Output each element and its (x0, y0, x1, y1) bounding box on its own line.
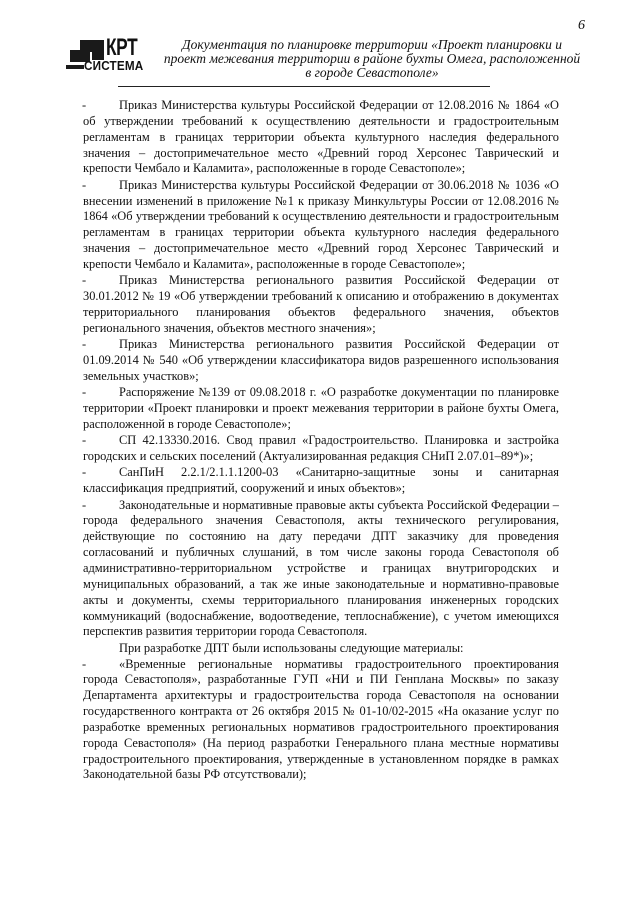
list-dash: - (82, 273, 87, 288)
list-item-text: «Временные региональные нормативы градостроительного проектирования города Севастополя», разработанные ГУП «НИ и ПИ Генплана Москвы» по заказу Департамента архитектуры и градостроительства города Севастополя на основании государственного контракта от 26 октября 2015 № 01-10/02-2015 «На оказание услуг по разработке временных региональных нормативов градостроительного проектирования города Севастополя» (На период разработки Генерального плана местные нормативы градостроительного проектирования, утвержденные в установленном порядке в рамках Законодательной базы РФ отсутствовали); (83, 656, 559, 782)
list-item-text: Приказ Министерства регионального развития Российской Федерации от 30.01.2012 № 19 «Об утверждении требований к описанию и отображению в документах территориального планирования объектов федерального значения, объектов регионального значения, объектов местного значения»; (83, 273, 559, 335)
list-dash: - (82, 177, 87, 192)
list-dash: - (82, 465, 87, 480)
document-body (83, 98, 559, 784)
document-title: Документация по планировке территории «Проект планировки и проект межевания территории в районе бухты Омега, расположенной в городе Севастополе» (163, 37, 581, 80)
list-dash: - (82, 98, 87, 112)
list-item (83, 465, 559, 497)
list-item-text: Законодательные и нормативные правовые акты субъекта Российской Федерации – города федерального значения Севастополя, акты технического регулирования, действующие по состоянию на дату передачи ДПТ заказчику для проведения согласований и публичных слушаний, в том числе законы города Севастополя об административно-территориальном устройстве и границах внутригородских и муниципальных образований, а так же иные законодательные и нормативно-правовые акты и документы, схемы территориального планирования инженерных городских коммуникаций (водоснабжение, водоотведение, теплоснабжение), с учетом имеющихся перспектив развития территории города Севастополя. (83, 497, 559, 639)
materials-intro: При разработке ДПТ были использованы следующие материалы: (119, 640, 464, 655)
list-dash: - (82, 497, 87, 512)
list-item (83, 498, 559, 641)
list-item (83, 433, 559, 465)
list-item (83, 337, 559, 385)
list-item (83, 98, 559, 177)
list-dash: - (82, 337, 87, 352)
page-number: 6 (578, 18, 585, 33)
list-item-text: СанПиН 2.2.1/2.1.1.1200-03 «Санитарно-защитные зоны и санитарная классификация предприятий, сооружений и иных объектов»; (83, 465, 559, 496)
logo-text-bottom: СИСТЕМА (84, 58, 144, 73)
logo-text-top: КРТ (106, 34, 138, 61)
list-item (83, 385, 559, 433)
list-item-text: Приказ Министерства регионального развития Российской Федерации от 01.09.2014 № 540 «Об утверждении классификатора видов разрешенного использования земельных участков»; (83, 337, 559, 383)
list-item-text: СП 42.13330.2016. Свод правил «Градостроительство. Планировка и застройка городских и сельских поселений (Актуализированная редакция СНиП 2.07.01–89*)»; (83, 433, 559, 464)
list-item (83, 657, 559, 784)
list-dash: - (82, 433, 87, 448)
list-item (83, 273, 559, 336)
list-item-text: Приказ Министерства культуры Российской Федерации от 30.06.2018 № 1036 «О внесении изменений в приложение №1 к приказу Минкультуры России от 12.08.2016 № 1864 «Об утверждении требований к осуществлению деятельности и градостроительным регламентам в границах территории объекта культурного наследия федерального значения – достопримечательное место «Древний город Херсонес Таврический и крепости Чембало и Каламита», расположенные в городе Севастополе»; (83, 177, 559, 271)
list-item-text: Распоряжение №139 от 09.08.2018 г. «О разработке документации по планировке территории «Проект планировки и проект межевания территории в районе бухты Омега, расположенной в городе Севастополе»; (83, 385, 559, 431)
list-item-text: Приказ Министерства культуры Российской Федерации от 12.08.2016 № 1864 «О об утверждении требований к осуществлению деятельности и градостроительным регламентам в границах территории объекта культурного наследия федерального значения – достопримечательное место «Древний город Херсонес Таврический и крепости Чембало и Каламита», расположенные в городе Севастополе»; (83, 98, 559, 176)
list-item (83, 178, 559, 273)
header-divider (118, 86, 490, 87)
list-dash: - (82, 656, 87, 671)
list-dash: - (82, 385, 87, 400)
company-logo (66, 34, 162, 78)
